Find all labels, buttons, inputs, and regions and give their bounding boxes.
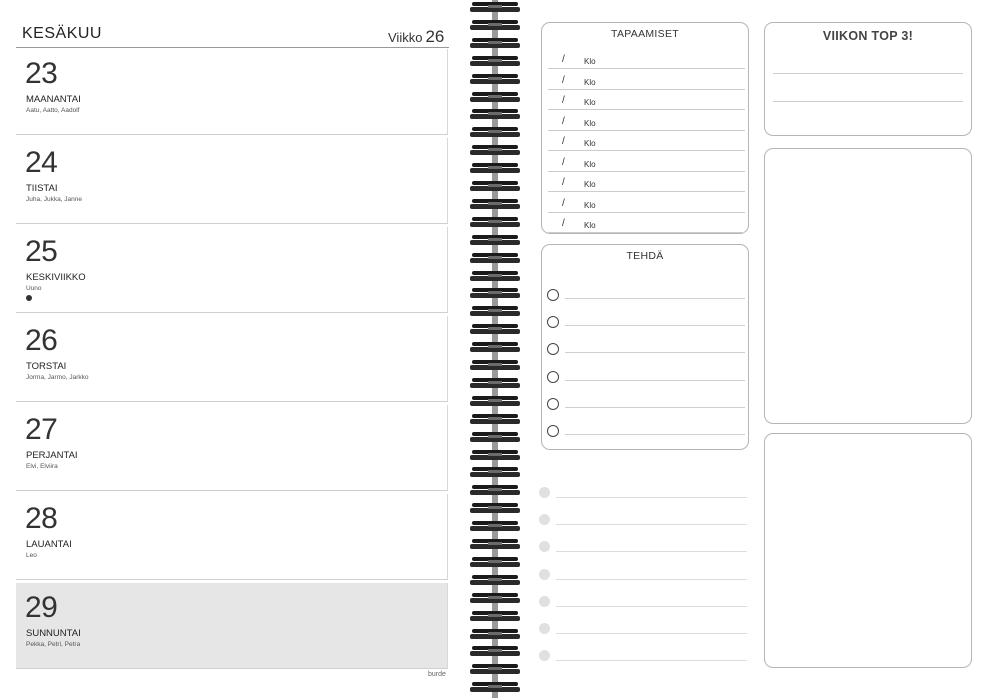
todo-item[interactable]: [547, 312, 745, 339]
spiral-coil: [470, 288, 520, 299]
checkbox-circle-icon[interactable]: [547, 398, 559, 410]
appointment-line: [548, 191, 745, 192]
day-row[interactable]: [16, 405, 448, 491]
spiral-coil: [470, 92, 520, 103]
todo-line: [565, 434, 745, 435]
spiral-coil: [470, 629, 520, 640]
klo-label: Klo: [584, 159, 596, 169]
klo-label: Klo: [584, 139, 596, 148]
day-date: 23: [25, 57, 58, 90]
day-weekday: TORSTAI: [26, 361, 67, 372]
day-row[interactable]: [16, 316, 448, 402]
bullet-dot-icon: [539, 623, 550, 634]
note-line: [556, 551, 747, 552]
spiral-coil: [470, 593, 520, 604]
top3-line: [773, 73, 963, 74]
note-line: [556, 579, 747, 580]
appointment-line: [548, 89, 745, 90]
event-dot-icon: [26, 295, 32, 301]
note-line-item[interactable]: [539, 596, 747, 623]
klo-label: Klo: [584, 118, 596, 128]
spiral-coil: [470, 575, 520, 586]
appointment-line: [548, 232, 745, 233]
time-slash: /: [562, 177, 565, 188]
day-date: 27: [25, 413, 58, 446]
top3-box: [764, 22, 972, 136]
bullet-dot-icon: [539, 514, 550, 525]
bullet-dot-icon: [539, 541, 550, 552]
spiral-coil: [470, 432, 520, 443]
spiral-coil: [470, 503, 520, 514]
day-weekday: KESKIVIIKKO: [26, 272, 86, 283]
appointment-slot[interactable]: [548, 154, 745, 174]
time-slash: /: [562, 54, 565, 65]
spiral-coil: [470, 396, 520, 407]
note-line-item[interactable]: [539, 514, 747, 541]
day-row[interactable]: [16, 138, 448, 224]
todo-line: [565, 325, 745, 326]
day-row[interactable]: [16, 583, 448, 669]
note-line: [556, 633, 747, 634]
klo-label: Klo: [584, 98, 596, 107]
bullet-dot-icon: [539, 650, 550, 661]
day-row[interactable]: [16, 227, 448, 313]
note-line: [556, 606, 747, 607]
spiral-coil: [470, 664, 520, 675]
appointments-title: TAPAAMISET: [611, 28, 679, 40]
week-number: 26: [425, 27, 445, 46]
spiral-coil: [470, 109, 520, 120]
appointment-line: [548, 212, 745, 213]
spiral-coil: [470, 306, 520, 317]
name-day-names: Elvi, Elviira: [26, 463, 58, 470]
todo-line: [565, 298, 745, 299]
day-weekday: PERJANTAI: [26, 450, 78, 461]
note-line: [556, 660, 747, 661]
spiral-coil: [470, 646, 520, 657]
appointment-line: [548, 130, 745, 131]
day-weekday: SUNNUNTAI: [26, 628, 81, 639]
week-indicator: [388, 27, 444, 47]
spiral-coil: [470, 38, 520, 49]
spiral-coil: [470, 127, 520, 138]
name-day-names: Pekka, Petri, Petra: [26, 641, 81, 648]
week-label: Viikko: [388, 30, 423, 45]
day-weekday: LAUANTAI: [26, 539, 72, 550]
note-line-item[interactable]: [539, 541, 747, 568]
spiral-coil: [470, 360, 520, 371]
todo-title: TEHDÄ: [626, 250, 664, 262]
todo-item[interactable]: [547, 367, 745, 394]
name-day-names: Uuno: [26, 285, 42, 292]
spiral-coil: [470, 74, 520, 85]
appointment-line: [548, 68, 745, 69]
time-slash: /: [562, 218, 565, 229]
appointment-slot[interactable]: [548, 195, 745, 215]
klo-label: Klo: [584, 221, 596, 230]
todo-item[interactable]: [547, 339, 745, 366]
spiral-coil: [470, 521, 520, 532]
spiral-coil: [470, 145, 520, 156]
day-date: 26: [25, 324, 58, 357]
appointments-box: [541, 22, 749, 234]
checkbox-circle-icon[interactable]: [547, 343, 559, 355]
name-day-names: Jorma, Jarmo, Jarkko: [26, 374, 89, 381]
spiral-coil: [470, 557, 520, 568]
time-slash: /: [562, 156, 565, 168]
spiral-coil: [470, 539, 520, 550]
day-date: 25: [25, 235, 58, 268]
spiral-coil: [470, 217, 520, 228]
appointment-slot[interactable]: [548, 174, 745, 194]
checkbox-circle-icon[interactable]: [547, 425, 559, 437]
spiral-binding: [470, 0, 520, 698]
spiral-coil: [470, 271, 520, 282]
name-day-names: Leo: [26, 552, 37, 559]
checkbox-circle-icon[interactable]: [547, 371, 559, 383]
klo-label: Klo: [584, 77, 596, 87]
bullet-dot-icon: [539, 487, 550, 498]
note-line-item[interactable]: [539, 650, 747, 677]
todo-item[interactable]: [547, 285, 745, 312]
note-line: [556, 497, 747, 498]
todo-box: [541, 244, 749, 450]
klo-label: Klo: [584, 57, 596, 66]
day-weekday: MAANANTAI: [26, 94, 81, 105]
spiral-coil: [470, 56, 520, 67]
appointment-slot[interactable]: [548, 113, 745, 133]
note-line-item[interactable]: [539, 623, 747, 650]
todo-line: [565, 407, 745, 408]
day-row[interactable]: [16, 49, 448, 135]
appointment-line: [548, 109, 745, 110]
spiral-coil: [470, 181, 520, 192]
bullet-dot-icon: [539, 596, 550, 607]
spiral-coil: [470, 485, 520, 496]
brand-logo: burde: [428, 671, 446, 678]
checkbox-circle-icon[interactable]: [547, 316, 559, 328]
name-day-names: Juha, Jukka, Janne: [26, 196, 83, 203]
note-line: [556, 524, 747, 525]
todo-item[interactable]: [547, 421, 745, 448]
bullet-dot-icon: [539, 569, 550, 580]
notes-box-2: [764, 433, 972, 668]
spiral-coil: [470, 611, 520, 622]
spiral-coil: [470, 199, 520, 210]
spiral-coil: [470, 342, 520, 353]
spiral-coil: [470, 450, 520, 461]
spiral-coil: [470, 253, 520, 264]
time-slash: /: [562, 136, 565, 147]
note-line-item[interactable]: [539, 487, 747, 514]
todo-item[interactable]: [547, 394, 745, 421]
spiral-coil: [470, 467, 520, 478]
day-date: 29: [25, 591, 58, 624]
appointment-line: [548, 171, 745, 172]
notes-box-1: [764, 148, 972, 424]
time-slash: /: [562, 74, 565, 86]
todo-line: [565, 380, 745, 381]
todo-line: [565, 352, 745, 353]
appointment-line: [548, 150, 745, 151]
appointment-slot[interactable]: [548, 72, 745, 92]
day-date: 24: [25, 146, 58, 179]
checkbox-circle-icon[interactable]: [547, 289, 559, 301]
spiral-coil: [470, 682, 520, 693]
spiral-coil: [470, 235, 520, 246]
time-slash: /: [562, 115, 565, 127]
day-date: 28: [25, 502, 58, 535]
spiral-coil: [470, 163, 520, 174]
header-divider: [16, 47, 449, 48]
klo-label: Klo: [584, 180, 596, 189]
name-day-names: Aatu, Aatto, Aadolf: [26, 107, 80, 114]
day-weekday: TIISTAI: [26, 183, 58, 194]
spiral-coil: [470, 2, 520, 13]
appointment-slot[interactable]: [548, 51, 745, 71]
klo-label: Klo: [584, 200, 596, 210]
note-line-item[interactable]: [539, 569, 747, 596]
time-slash: /: [562, 95, 565, 106]
appointment-slot[interactable]: [548, 215, 745, 235]
top3-title: VIIKON TOP 3!: [822, 29, 914, 43]
day-row[interactable]: [16, 494, 448, 580]
month-title: KESÄKUU: [22, 25, 102, 42]
appointment-slot[interactable]: [548, 92, 745, 112]
spiral-coil: [470, 414, 520, 425]
time-slash: /: [562, 197, 565, 209]
appointment-slot[interactable]: [548, 133, 745, 153]
spiral-coil: [470, 378, 520, 389]
spiral-coil: [470, 324, 520, 335]
spiral-coil: [470, 20, 520, 31]
top3-line: [773, 101, 963, 102]
